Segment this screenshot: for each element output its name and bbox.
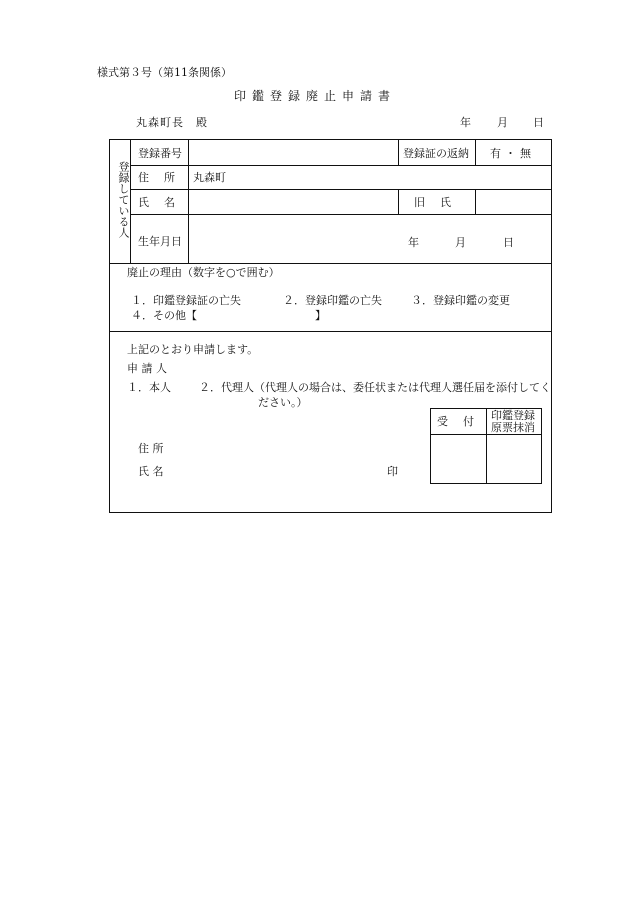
cancel-label-line-2: 原票抹消 bbox=[491, 421, 535, 434]
dob-day-label: 日 bbox=[503, 236, 514, 249]
applicant-name-label: 氏 名 bbox=[138, 465, 164, 478]
divider bbox=[130, 214, 551, 215]
old-name-field[interactable] bbox=[479, 193, 549, 212]
received-label: 受 付 bbox=[437, 415, 476, 428]
old-name-label: 旧 氏 bbox=[414, 196, 453, 209]
date-month-label: 月 bbox=[497, 116, 508, 129]
applicant-label: 申 請 人 bbox=[127, 362, 167, 375]
divider bbox=[130, 189, 551, 190]
applicant-proxy-option-cont: ださい。） bbox=[258, 396, 308, 409]
address-label: 住 所 bbox=[138, 171, 177, 184]
reason-option-2[interactable]: ２．登録印鑑の亡失 bbox=[283, 294, 382, 307]
reason-option-1[interactable]: １．印鑑登録証の亡失 bbox=[131, 294, 241, 307]
divider bbox=[110, 263, 551, 264]
address-value[interactable]: 丸森町 bbox=[193, 171, 226, 184]
divider bbox=[130, 165, 551, 166]
reg-no-label: 登録番号 bbox=[138, 147, 182, 160]
dob-year-label: 年 bbox=[408, 236, 419, 249]
date-year-label: 年 bbox=[460, 116, 471, 129]
form-title: 印鑑登録廃止申請書 bbox=[233, 89, 396, 103]
return-label: 登録証の返納 bbox=[403, 147, 469, 160]
divider bbox=[430, 434, 542, 435]
applicant-proxy-option[interactable]: ２．代理人（代理人の場合は、委任状または代理人選任届を添付してく bbox=[199, 381, 551, 394]
application-statement: 上記のとおり申請します。 bbox=[127, 343, 259, 356]
registrant-side-label: 登録している人 bbox=[117, 161, 130, 238]
reason-option-4-close: 】 bbox=[315, 309, 326, 322]
divider bbox=[398, 189, 399, 214]
date-day-label: 日 bbox=[533, 116, 544, 129]
dob-month-label: 月 bbox=[455, 236, 466, 249]
reg-no-field[interactable] bbox=[192, 144, 396, 163]
cancel-label-line-1: 印鑑登録 bbox=[491, 409, 535, 422]
divider bbox=[398, 140, 399, 165]
dob-label: 生年月日 bbox=[138, 235, 182, 248]
divider bbox=[188, 140, 189, 263]
name-field[interactable] bbox=[192, 193, 396, 212]
seal-mark: 印 bbox=[387, 465, 398, 478]
divider bbox=[130, 140, 131, 263]
applicant-address-label: 住 所 bbox=[138, 442, 164, 455]
divider bbox=[486, 408, 487, 484]
name-label: 氏 名 bbox=[138, 196, 177, 209]
return-value[interactable]: 有・無 bbox=[490, 147, 535, 160]
divider bbox=[475, 189, 476, 214]
divider bbox=[475, 140, 476, 165]
reason-heading: 廃止の理由（数字を○で囲む） bbox=[127, 266, 280, 279]
addressee: 丸森町長 殿 bbox=[136, 116, 208, 129]
form-number: 様式第３号（第11条関係） bbox=[97, 66, 232, 79]
reason-option-3[interactable]: ３．登録印鑑の変更 bbox=[411, 294, 510, 307]
divider bbox=[110, 331, 551, 332]
reason-option-4[interactable]: ４．その他【 bbox=[131, 309, 197, 322]
applicant-self-option[interactable]: １．本人 bbox=[127, 381, 171, 394]
